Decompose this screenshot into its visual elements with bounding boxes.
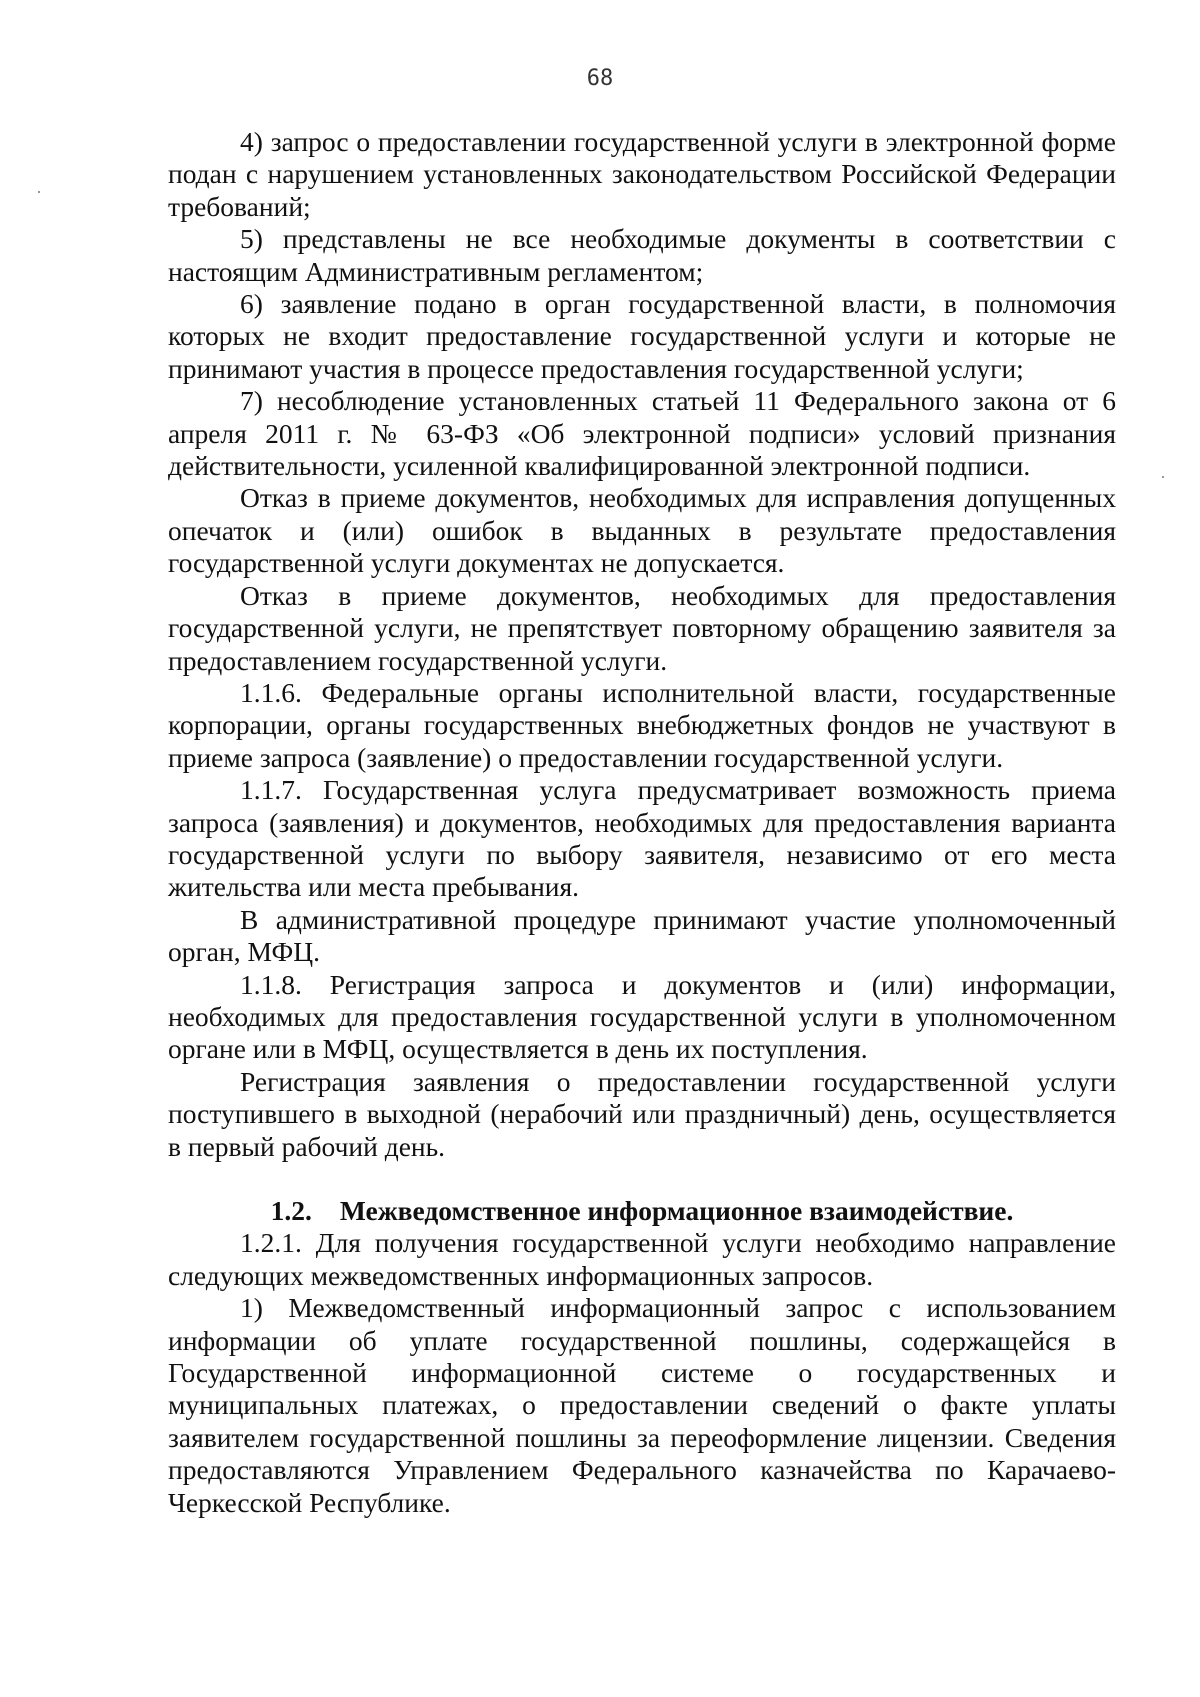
paragraph-1-1-7: 1.1.7. Государственная услуга предусматривает возможность приема запроса (заявления) и документов, необходимых для предоставления варианта государственной услуги по выбору заявителя, независимо от его места жительства или места пребывания. xyxy=(168,774,1116,903)
document-body xyxy=(168,126,1116,1519)
paragraph-1-1-8: 1.1.8. Регистрация запроса и документов и (или) информации, необходимых для предоставления государственной услуги в уполномоченном органе или в МФЦ, осуществляется в день их поступления. xyxy=(168,968,1116,1065)
paragraph-item-4: 4) запрос о предоставлении государственной услуги в электронной форме подан с нарушением установленных законодательством Российской Федерации требований; xyxy=(168,126,1116,222)
section-heading xyxy=(168,1195,1116,1227)
paragraph-registration-holiday: Регистрация заявления о предоставлении государственной услуги поступившего в выходной (нерабочий или праздничный) день, осуществляется в первый рабочий день. xyxy=(168,1065,1116,1162)
scan-speck xyxy=(1162,476,1164,478)
paragraph-procedure-participants: В административной процедуре принимают участие уполномоченный орган, МФЦ. xyxy=(168,903,1116,968)
page-number: 68 xyxy=(586,66,614,91)
paragraph-1-2-1: 1.2.1. Для получения государственной услуги необходимо направление следующих межведомственных информационных запросов. xyxy=(168,1227,1116,1291)
scan-speck xyxy=(38,191,40,193)
paragraph-1-1-6: 1.1.6. Федеральные органы исполнительной власти, государственные корпорации, органы государственных внебюджетных фондов не участвуют в приеме запроса (заявление) о предоставлении государственной услуги. xyxy=(168,676,1116,773)
section-title: Межведомственное информационное взаимодействие. xyxy=(339,1195,1014,1226)
paragraph-item-5: 5) представлены не все необходимые документы в соответствии с настоящим Административным регламентом; xyxy=(168,223,1116,287)
paragraph-refusal-corrections: Отказ в приеме документов, необходимых для исправления допущенных опечаток и (или) ошибок в выданных в результате предоставления государственной услуги документах не допускается. xyxy=(168,482,1116,579)
section-number: 1.2. xyxy=(270,1195,312,1226)
paragraph-item-6: 6) заявление подано в орган государственной власти, в полномочия которых не входит предоставление государственной услуги и которые не принимают участия в процессе предоставления государственной услуги; xyxy=(168,288,1116,384)
paragraph-refusal-reapply: Отказ в приеме документов, необходимых для предоставления государственной услуги, не препятствует повторному обращению заявителя за предоставлением государственной услуги. xyxy=(168,579,1116,676)
paragraph-interagency-request-1: 1) Межведомственный информационный запрос с использованием информации об уплате государственной пошлины, содержащейся в Государственной информационной системе о государственных и муниципальных платежах, о предоставлении сведений о факте уплаты заявителем государственной пошлины за переоформление лицензии. Сведения предоставляются Управлением Федерального казначейства по Карачаево-Черкесской Республике. xyxy=(168,1292,1116,1518)
paragraph-item-7: 7) несоблюдение установленных статьей 11 Федерального закона от 6 апреля 2011 г. № 63-ФЗ «Об электронной подписи» условий признания действительности, усиленной квалифицированной электронной подписи. xyxy=(168,385,1116,482)
